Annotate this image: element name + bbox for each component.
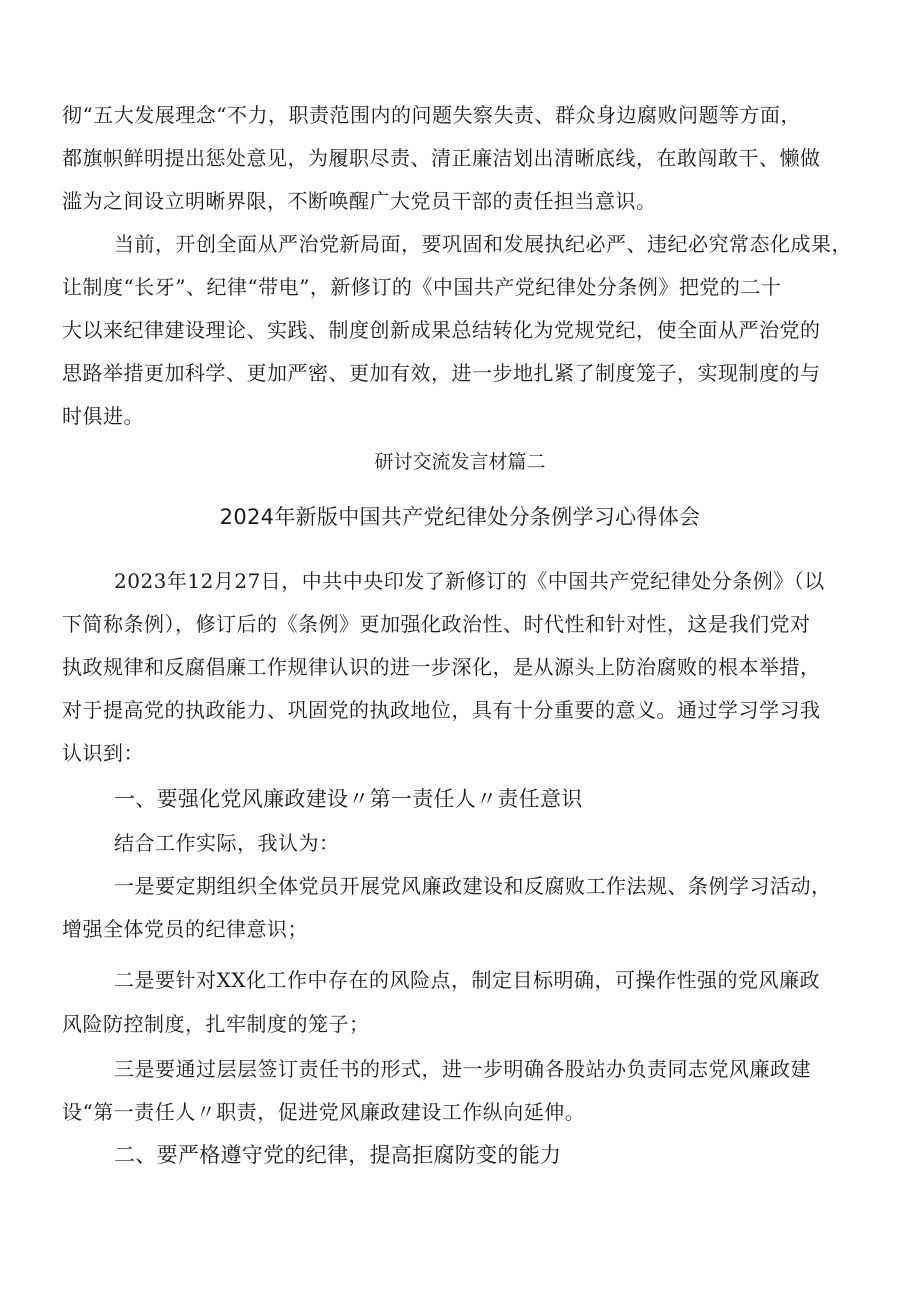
text-line: 让制度“长牙”、纪律“带电”，新修订的《中国共产党纪律处分条例》把党的二十	[62, 275, 782, 299]
text-line: 结合工作实际，我认为：	[114, 831, 340, 855]
text-line: 2023年12月27日，中共中央印发了新修订的《中国共产党纪律处分条例》（以	[114, 569, 825, 593]
text-line: 一是要定期组织全体党员开展党风廉政建设和反腐败工作法规、条例学习活动，	[114, 874, 832, 898]
text-line: 增强全体党员的纪律意识；	[62, 917, 308, 941]
text-line: 当前，开创全面从严治党新局面，要巩固和发展执纪必严、违纪必究常态化成果，	[114, 232, 852, 256]
text-line: 执政规律和反腐倡廉工作规律认识的进一步深化，是从源头上防治腐败的根本举措，	[62, 655, 821, 679]
text-line: 设“第一责任人〃职责，促进党风廉政建设工作纵向延伸。	[62, 1100, 586, 1124]
text-line: 滥为之间设立明晰界限，不断唤醒广大党员干部的责任担当意识。	[62, 189, 657, 213]
section-heading-1: 一、要强化党风廉政建设〃第一责任人〃责任意识	[114, 787, 583, 811]
text-line: 大以来纪律建设理论、实践、制度创新成果总结转化为党规党纪，使全面从严治党的	[62, 318, 821, 342]
text-line: 对于提高党的执政能力、巩固党的执政地位，具有十分重要的意义。通过学习学习我	[62, 698, 821, 722]
text-line: 都旗帜鲜明提出惩处意见，为履职尽责、清正廉洁划出清晰底线，在敢闯敢干、懒做	[62, 146, 821, 170]
section-label: 研讨交流发言材篇二	[374, 451, 546, 473]
text-line: 二是要针对XX化工作中存在的风险点，制定目标明确，可操作性强的党风廉政	[114, 968, 820, 992]
document-title: 2024年新版中国共产党纪律处分条例学习心得体会	[219, 505, 701, 529]
text-line: 认识到：	[62, 741, 144, 765]
text-line: 风险防控制度，扎牢制度的笼子；	[62, 1012, 370, 1036]
text-line: 时俱进。	[62, 404, 144, 428]
section-heading-2: 二、要严格遵守党的纪律，提高拒腐防变的能力	[114, 1143, 562, 1167]
text-line: 三是要通过层层签订责任书的形式，进一步明确各股站办负责同志党风廉政建	[114, 1057, 811, 1081]
text-line: 彻“五大发展理念“不力，职责范围内的问题失察失责、群众身边腐败问题等方面，	[62, 103, 801, 127]
text-line: 下简称条例），修订后的《条例》更加强化政治性、时代性和针对性，这是我们党对	[62, 612, 811, 636]
text-line: 思路举措更加科学、更加严密、更加有效，进一步地扎紧了制度笼子，实现制度的与	[62, 361, 821, 385]
